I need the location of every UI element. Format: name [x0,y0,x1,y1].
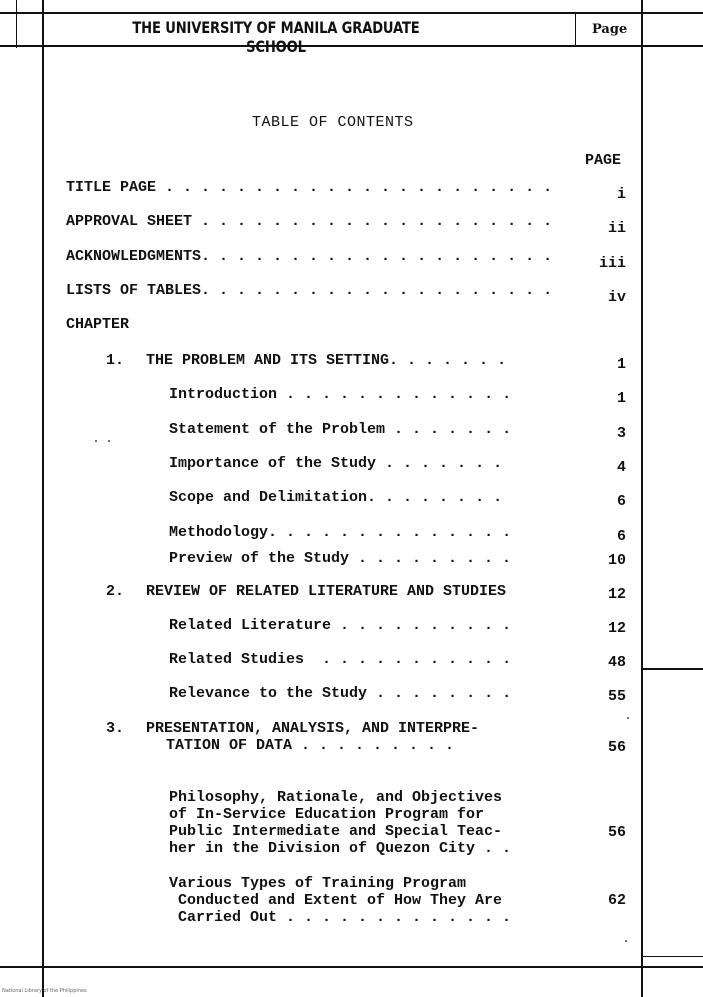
chapter-number: 1. [106,352,125,369]
page-column-heading: PAGE [585,152,622,169]
entry-page: 1 [616,356,626,373]
toc-entry [66,179,552,196]
chapter-title-line: PRESENTATION, ANALYSIS, AND INTERPRE- [146,720,480,737]
entry-page: 62 [607,892,626,909]
entry-label: APPROVAL SHEET [66,213,193,230]
section-line: Various Types of Training Program [169,875,467,892]
entry-page: 6 [616,493,626,510]
page-column-rule [575,12,576,46]
dot-leader: . . . . . . . [376,455,503,472]
section-label: Related Studies [169,651,305,668]
scan-speck [108,440,110,442]
entry-page: iv [607,289,626,306]
entry-page: 10 [607,552,626,569]
section-line: of In-Service Education Program for [169,806,485,823]
section-label: Statement of the Problem [169,421,386,438]
dot-leader: . . . . . . . . . . . . . . . . . . . [210,282,553,299]
dot-leader: . . . . . . . . . . . . . [277,524,512,541]
right-tick-bottom [643,956,703,957]
section-line: Public Intermediate and Special Teac- [169,823,503,840]
section-line: Philosophy, Rationale, and Objectives [169,789,503,806]
entry-label: ACKNOWLEDGMENTS. [66,248,211,265]
entry-page: 56 [607,739,626,756]
dot-leader: . . . . . . . . . . . . . . . . . . . [210,248,553,265]
toc-entry [66,213,552,230]
left-edge-mark [16,0,17,48]
section-label: Introduction [169,386,278,403]
entry-label: LISTS OF TABLES. [66,282,211,299]
dot-leader: . . . . . . . . [367,685,512,702]
section-line: Carried Out . . . . . . . . . . . . . [169,909,512,926]
scan-speck [627,717,629,719]
section-entry [169,550,511,567]
footer-note: National Library of the Philippines [2,988,87,994]
entry-page: 48 [607,654,626,671]
chapter-number: 3. [106,720,125,737]
top-rule [0,12,703,14]
section-entry [169,685,511,702]
scan-speck [625,940,627,942]
entry-page: 12 [607,586,626,603]
bottom-rule [0,966,703,968]
dot-leader: . . . . . . . . . . . . . . . . . . . . [192,213,553,230]
right-tick-upper [643,45,703,47]
chapter-title [146,352,506,369]
entry-page: i [616,186,626,203]
section-entry [169,524,511,541]
right-border [641,0,643,997]
dot-leader: . . . . . . . . . . . . . [277,386,512,403]
toc-entry [66,248,552,265]
section-label: Relevance to the Study [169,685,368,702]
section-label: Preview of the Study [169,550,350,567]
chapter-title [166,737,454,754]
section-entry [169,455,502,472]
entry-page: 6 [616,528,626,545]
entry-label: TITLE PAGE [66,179,157,196]
section-line: her in the Division of Quezon City . . [169,840,512,857]
toc-entry [66,282,552,299]
entry-page: 4 [616,459,626,476]
chapter-title: REVIEW OF RELATED LITERATURE AND STUDIES [146,583,507,600]
entry-page: iii [598,255,626,272]
section-label: Related Literature [169,617,332,634]
section-entry-multiline [169,858,511,943]
entry-page: 12 [607,620,626,637]
dot-leader: . . . . . . . . . [292,737,455,754]
chapter-heading: CHAPTER [66,316,130,333]
dot-leader: . . . . . . . . . [349,550,512,567]
toc-title: TABLE OF CONTENTS [252,114,414,131]
chapter-title-text: TATION OF DATA [166,737,293,754]
scan-speck [95,440,97,442]
left-border [42,0,44,997]
section-entry [169,617,511,634]
header-title: THE UNIVERSITY OF MANILA GRADUATE SCHOOL [132,18,420,56]
chapter-title-text: THE PROBLEM AND ITS SETTING. [146,352,399,369]
entry-page: 1 [616,390,626,407]
dot-leader: . . . . . . [398,352,507,369]
header-page-label: Page [592,22,628,37]
entry-page: 56 [607,824,626,841]
dot-leader: . . . . . . . . . . . . . . . . . . . . . . [156,179,553,196]
section-entry [169,489,502,506]
entry-page: 3 [616,425,626,442]
dot-leader: . . . . . . . [376,489,503,506]
section-line: Conducted and Extent of How They Are [169,892,503,909]
dot-leader: . . . . . . . [385,421,512,438]
section-label: Importance of the Study [169,455,377,472]
section-entry [169,421,511,438]
section-entry [169,651,511,668]
dot-leader: . . . . . . . . . . [331,617,512,634]
section-entry [169,386,511,403]
dot-leader: . . . . . . . . . . . [304,651,512,668]
entry-page: 55 [607,688,626,705]
entry-page: ii [607,220,626,237]
right-tick-lower [643,668,703,670]
section-label: Scope and Delimitation. [169,489,377,506]
chapter-number: 2. [106,583,125,600]
section-label: Methodology. [169,524,278,541]
